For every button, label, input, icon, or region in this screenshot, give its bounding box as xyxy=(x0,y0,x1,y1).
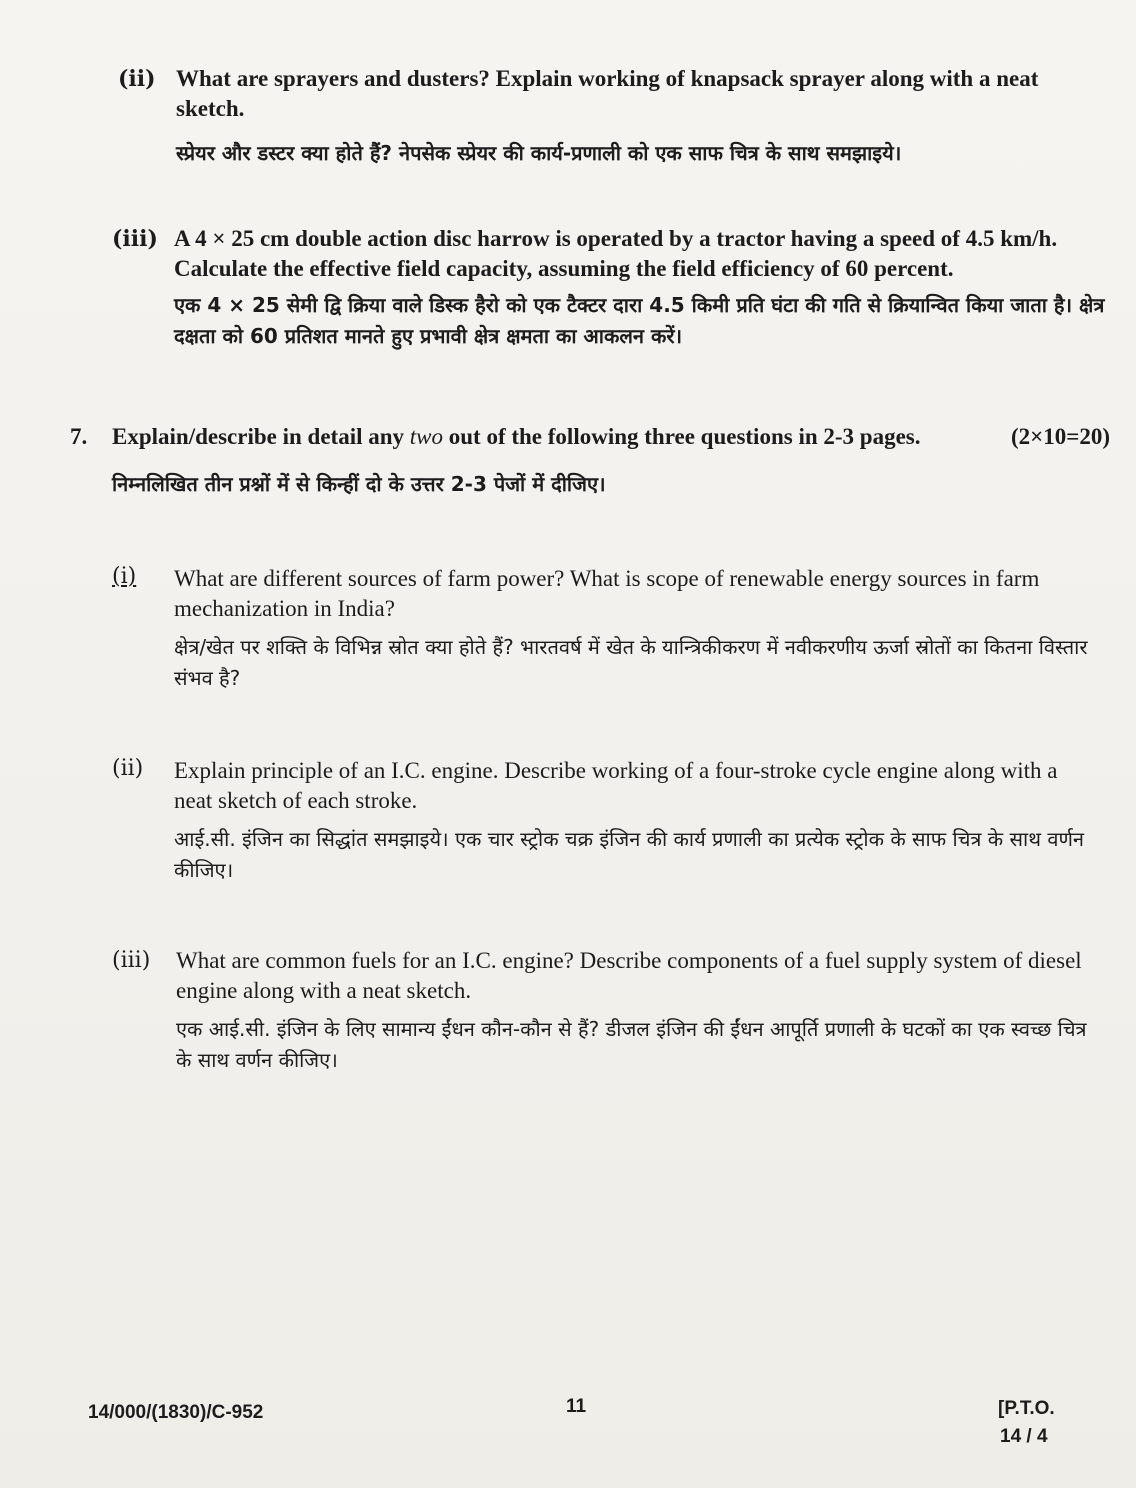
footer-page-number: 11 xyxy=(566,1396,587,1417)
q7-iii-hindi: एक आई.सी. इंजिन के लिए सामान्य ईंधन कौन-कौन से हैं? डीजल इंजिन की ईंधन आपूर्ति प्रणाली के घटकों का एक स्वच्छ चित्र के साथ वर्णन कीजिए। xyxy=(176,1016,1087,1072)
q7-number: 7. xyxy=(70,424,88,449)
q7-marks: (2×10=20) xyxy=(1010,424,1110,449)
q6-iii-english: A 4 × 25 cm double action disc harrow is operated by a tractor having a speed of 4.5 km/h. Calculate the effective field capacity, assuming the field efficiency of 60 percent. xyxy=(174,226,1058,281)
footer-paper-code: 14/000/(1830)/C-952 xyxy=(88,1402,264,1423)
q6-ii-block xyxy=(176,64,1111,169)
q7-i-english: What are different sources of farm power? What is scope of renewable energy sources in farm mechanization in India? xyxy=(174,566,1040,621)
q7-i-hindi: क्षेत्र/खेत पर शक्ति के विभिन्न स्रोत क्या होते हैं? भारतवर्ष में खेत के यान्त्रिकीकरण में नवीकरणीय ऊर्जा स्रोतों का कितना विस्तार संभव है? xyxy=(174,634,1088,690)
q7-iii-block xyxy=(176,946,1096,1076)
q7-instruction-english xyxy=(112,424,1102,450)
q6-iii-hindi: एक 4 × 25 सेमी द्वि क्रिया वाले डिस्क हैरो को एक टैक्टर दारा 4.5 किमी प्रति घंटा की गति से क्रियान्वित किया जाता है। क्षेत्र दक्षता को 60 प्रतिशत मानते हुए प्रभावी क्षेत्र क्षमता का आकलन करें। xyxy=(174,292,1105,348)
q7-instruction-hindi: निम्नलिखित तीन प्रश्नों में से किन्हीं दो के उत्तर 2-3 पेजों में दीजिए। xyxy=(112,472,606,496)
q6-iii-label: (iii) xyxy=(112,226,158,252)
q7-iii-label: (iii) xyxy=(112,948,151,973)
q7-i-block xyxy=(174,564,1099,694)
q7-i-label: (i) xyxy=(112,564,137,589)
q7-instruction-pre: Explain/describe in detail any xyxy=(112,424,410,449)
footer-pto: [P.T.O. xyxy=(998,1398,1055,1419)
q7-ii-english: Explain principle of an I.C. engine. Describe working of a four-stroke cycle engine along with a neat sketch of each stroke. xyxy=(174,758,1058,813)
q7-instruction-post: out of the following three questions in 2-3 pages. xyxy=(443,424,921,449)
footer-sub-code: 14 / 4 xyxy=(1000,1426,1048,1447)
q7-ii-block xyxy=(174,756,1099,886)
q7-ii-hindi: आई.सी. इंजिन का सिद्धांत समझाइये। एक चार स्ट्रोक चक्र इंजिन की कार्य प्रणाली का प्रत्येक स्ट्रोक के साफ चित्र के साथ वर्णन कीजिए। xyxy=(174,826,1085,882)
q7-iii-english: What are common fuels for an I.C. engine? Describe components of a fuel supply system of diesel engine along with a neat sketch. xyxy=(176,948,1082,1003)
q6-ii-hindi: स्प्रेयर और डस्टर क्या होते हैं? नेपसेक स्प्रेयर की कार्य-प्रणाली को एक साफ चित्र के साथ समझाइये। xyxy=(176,140,902,165)
q6-iii-block xyxy=(174,224,1109,352)
q6-ii-english: What are sprayers and dusters? Explain working of knapsack sprayer along with a neat sketch. xyxy=(176,66,1039,121)
q7-ii-label: (ii) xyxy=(112,756,144,781)
q6-ii-label: (ii) xyxy=(118,66,156,92)
q7-instruction-em: two xyxy=(409,424,443,449)
